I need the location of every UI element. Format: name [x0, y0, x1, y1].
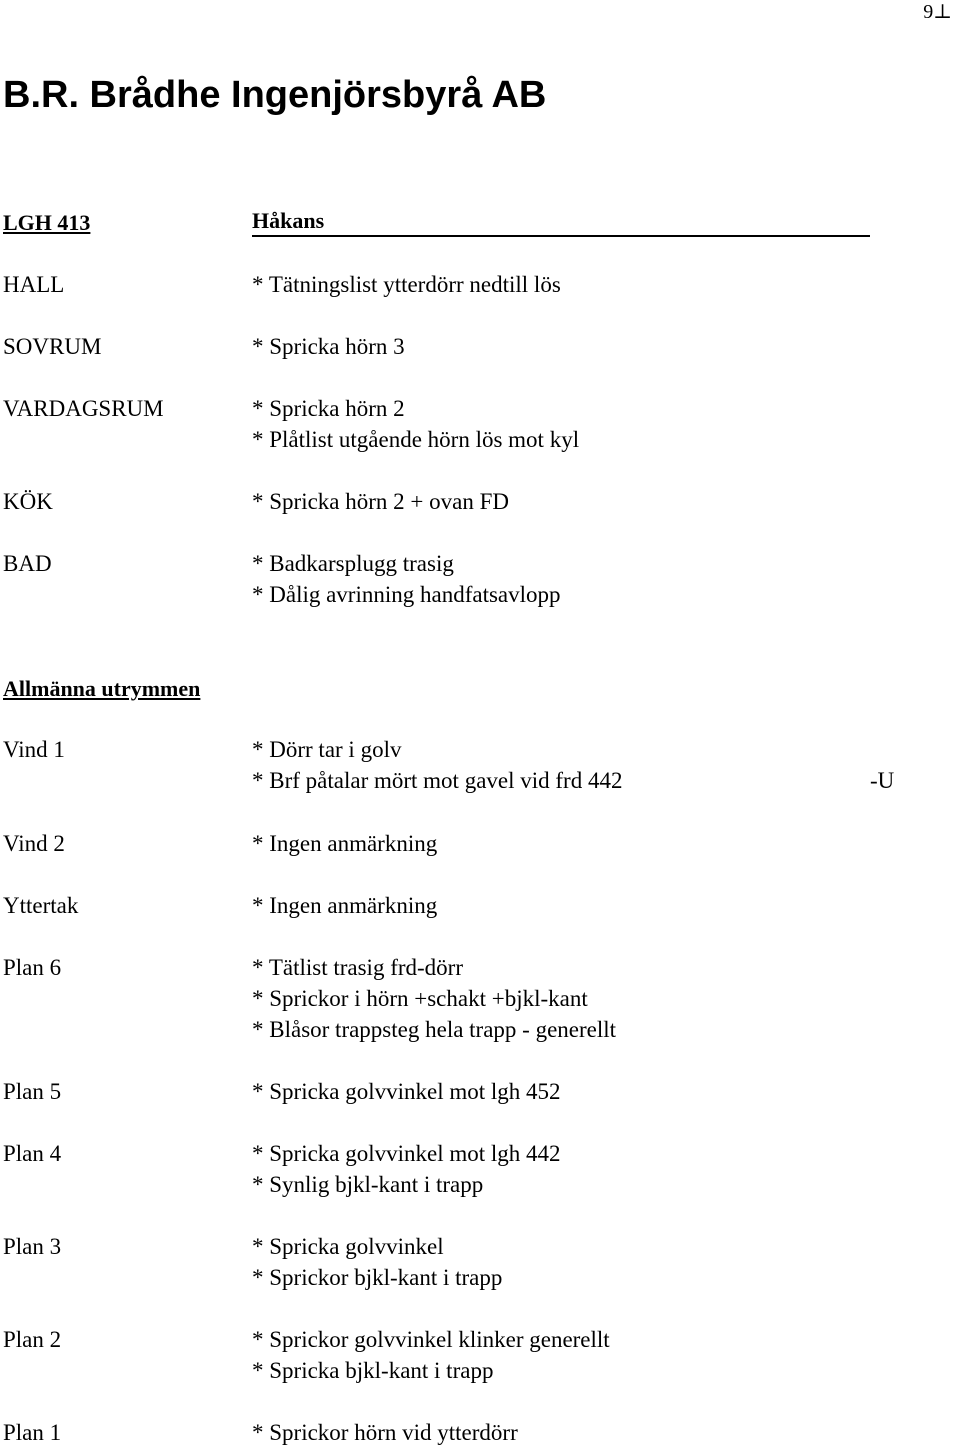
area-name: Plan 1 — [3, 1420, 62, 1445]
area-items — [252, 952, 616, 1045]
area-item: * Blåsor trappsteg hela trapp - generellt — [252, 1017, 617, 1042]
area-items — [252, 1417, 518, 1448]
area-item: * Spricka golvvinkel — [252, 1234, 444, 1259]
apartment-name: Håkans — [252, 207, 870, 237]
room-name: HALL — [3, 272, 65, 297]
area-item: * Tätlist trasig frd-dörr — [252, 955, 463, 980]
area-items — [252, 1076, 561, 1107]
room-name: KÖK — [3, 489, 53, 514]
area-name: Vind 2 — [3, 831, 65, 856]
room-name: SOVRUM — [3, 334, 102, 359]
area-item: * Sprickor golvvinkel klinker generellt — [252, 1327, 610, 1352]
area-name: Plan 4 — [3, 1141, 62, 1166]
page-number: 9⊥ — [923, 1, 952, 23]
area-items — [252, 890, 437, 921]
area-name: Yttertak — [3, 893, 79, 918]
room-item: * Dålig avrinning handfatsavlopp — [252, 582, 561, 607]
area-name: Plan 6 — [3, 955, 62, 980]
room-item: * Plåtlist utgående hörn lös mot kyl — [252, 427, 580, 452]
room-item: * Spricka hörn 2 — [252, 396, 405, 421]
apartment-header — [0, 207, 870, 238]
area-item: * Spricka bjkl-kant i trapp — [252, 1358, 494, 1383]
area-name: Vind 1 — [3, 737, 65, 762]
area-items — [252, 1138, 561, 1200]
apartment-id: LGH 413 — [3, 210, 91, 235]
general-areas-heading: Allmänna utrymmen — [3, 676, 201, 701]
area-name: Plan 5 — [3, 1079, 62, 1104]
area-items — [252, 734, 622, 796]
area-items — [252, 1324, 610, 1386]
area-items — [252, 828, 437, 859]
area-item: * Ingen anmärkning — [252, 831, 438, 856]
room-items — [252, 548, 561, 610]
area-item: * Ingen anmärkning — [252, 893, 438, 918]
area-item: * Sprickor bjkl-kant i trapp — [252, 1265, 503, 1290]
room-name: BAD — [3, 551, 52, 576]
area-item: * Spricka golvvinkel mot lgh 452 — [252, 1079, 561, 1104]
room-items — [252, 331, 405, 362]
area-suffix: -U — [870, 768, 895, 793]
area-item: * Spricka golvvinkel mot lgh 442 — [252, 1141, 561, 1166]
area-items — [252, 1231, 502, 1293]
room-items — [252, 393, 579, 455]
room-item: * Tätningslist ytterdörr nedtill lös — [252, 272, 561, 297]
area-item: * Synlig bjkl-kant i trapp — [252, 1172, 484, 1197]
area-name: Plan 3 — [3, 1234, 62, 1259]
area-item: * Dörr tar i golv — [252, 737, 402, 762]
room-item: * Badkarsplugg trasig — [252, 551, 454, 576]
room-item: * Spricka hörn 3 — [252, 334, 405, 359]
company-title: B.R. Brådhe Ingenjörsbyrå AB — [3, 74, 547, 116]
room-items — [252, 486, 509, 517]
area-item: * Sprickor hörn vid ytterdörr — [252, 1420, 518, 1445]
room-items — [252, 269, 561, 300]
room-name: VARDAGSRUM — [3, 396, 164, 421]
area-item: * Brf påtalar mört mot gavel vid frd 442 — [252, 768, 623, 793]
area-item: * Sprickor i hörn +schakt +bjkl-kant — [252, 986, 588, 1011]
area-name: Plan 2 — [3, 1327, 62, 1352]
room-item: * Spricka hörn 2 + ovan FD — [252, 489, 509, 514]
